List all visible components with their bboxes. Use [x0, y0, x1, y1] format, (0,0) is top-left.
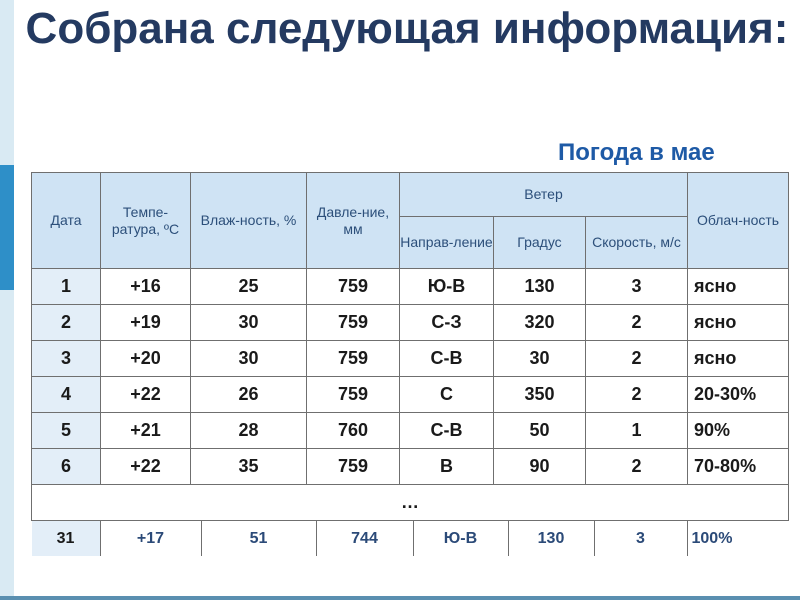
ellipsis-row [32, 484, 789, 520]
cell-temperature: +16 [101, 269, 191, 305]
cell-humidity: 26 [191, 376, 307, 412]
cell-wind-direction: Ю-В [400, 269, 494, 305]
cell-wind-direction: С-З [400, 304, 494, 340]
header-wind: Ветер [400, 173, 688, 217]
cell-clouds: ясно [688, 340, 789, 376]
cell-pressure: 759 [307, 269, 400, 305]
cell-humidity: 51 [202, 521, 317, 556]
cell-humidity: 25 [191, 269, 307, 305]
header-wind-speed: Скорость, м/с [586, 217, 688, 269]
header-humidity: Влаж-ность, % [191, 173, 307, 269]
table-row [32, 269, 789, 305]
cell-humidity: 30 [191, 340, 307, 376]
cell-pressure: 759 [307, 376, 400, 412]
cell-wind-direction: С-В [400, 340, 494, 376]
cell-date: 2 [32, 304, 101, 340]
weather-table [31, 172, 789, 557]
cell-wind-direction: В [400, 448, 494, 484]
header-wind-degree: Градус [494, 217, 586, 269]
table-caption: Погода в мае [558, 139, 715, 166]
cell-date: 1 [32, 269, 101, 305]
cell-wind-degree: 350 [494, 376, 586, 412]
cell-wind-speed: 2 [586, 376, 688, 412]
cell-wind-degree: 320 [494, 304, 586, 340]
table-row [32, 376, 789, 412]
cell-wind-direction: С-В [400, 412, 494, 448]
header-clouds: Облач-ность [688, 173, 789, 269]
cell-humidity: 35 [191, 448, 307, 484]
table-row-last [32, 520, 789, 557]
cell-wind-degree: 90 [494, 448, 586, 484]
cell-temperature: +17 [101, 521, 202, 556]
table-row [32, 448, 789, 484]
side-accent-light [0, 0, 14, 598]
cell-clouds: ясно [688, 304, 789, 340]
header-wind-direction: Направ-ление [400, 217, 494, 269]
cell-date: 5 [32, 412, 101, 448]
cell-wind-speed: 1 [586, 412, 688, 448]
cell-clouds: ясно [688, 269, 789, 305]
cell-date: 4 [32, 376, 101, 412]
cell-temperature: +20 [101, 340, 191, 376]
cell-wind-degree: 50 [494, 412, 586, 448]
cell-wind-degree: 30 [494, 340, 586, 376]
cell-wind-speed: 2 [586, 448, 688, 484]
cell-pressure: 759 [307, 340, 400, 376]
cell-pressure: 759 [307, 448, 400, 484]
cell-temperature: +22 [101, 448, 191, 484]
cell-wind-degree: 130 [494, 269, 586, 305]
cell-wind-speed: 2 [586, 304, 688, 340]
side-accent-dark [0, 165, 14, 290]
cell-temperature: +19 [101, 304, 191, 340]
cell-clouds: 70-80% [688, 448, 789, 484]
last-row-cell [32, 520, 789, 557]
cell-date: 31 [32, 521, 101, 556]
cell-clouds: 100% [691, 529, 733, 547]
cell-wind-direction: С [400, 376, 494, 412]
header-date: Дата [32, 173, 101, 269]
cell-pressure: 759 [307, 304, 400, 340]
header-pressure: Давле-ние, мм [307, 173, 400, 269]
cell-temperature: +21 [101, 412, 191, 448]
cell-humidity: 30 [191, 304, 307, 340]
cell-wind-speed: 3 [595, 521, 688, 556]
table-row [32, 340, 789, 376]
cell-date: 6 [32, 448, 101, 484]
cell-pressure: 760 [307, 412, 400, 448]
page-title: Собрана следующая информация: [25, 4, 789, 53]
bottom-divider [0, 596, 800, 600]
table-row [32, 304, 789, 340]
cell-temperature: +22 [101, 376, 191, 412]
header-temperature: Темпе-ратура, ºС [101, 173, 191, 269]
cell-date: 3 [32, 340, 101, 376]
table-row [32, 412, 789, 448]
cell-wind-direction: Ю-В [414, 521, 509, 556]
cell-clouds: 20-30% [688, 376, 789, 412]
cell-clouds: 90% [688, 412, 789, 448]
cell-humidity: 28 [191, 412, 307, 448]
ellipsis-cell: … [32, 484, 789, 520]
cell-wind-degree: 130 [509, 521, 595, 556]
cell-pressure: 744 [317, 521, 414, 556]
cell-wind-speed: 3 [586, 269, 688, 305]
cell-wind-speed: 2 [586, 340, 688, 376]
